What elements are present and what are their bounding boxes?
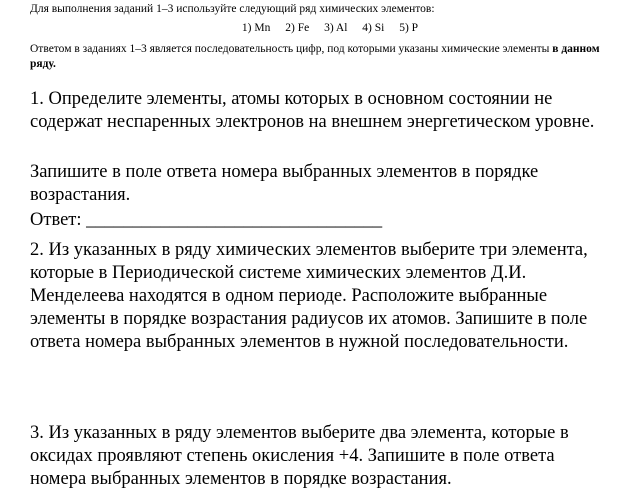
- element-item: 3) Al: [324, 22, 348, 34]
- element-item: 1) Mn: [241, 22, 271, 34]
- element-item: 2) Fe: [285, 22, 310, 34]
- intro-text: Для выполнения заданий 1–3 используйте следующий ряд химических элементов:: [30, 3, 435, 15]
- element-item: 5) P: [399, 22, 419, 34]
- element-item: 4) Si: [362, 22, 385, 34]
- note-bold-text: в данном ряду.: [30, 43, 600, 70]
- elements-row: [0, 21, 640, 36]
- note-text: Ответом в заданиях 1–3 является последовательность цифр, под которыми указаны химические элементы: [30, 43, 553, 55]
- answer-format-note: [30, 42, 610, 72]
- answer-blank: ________________________________: [86, 210, 383, 230]
- question-1-text: 1. Определите элементы, атомы которых в основном состоянии не содержат неспаренных электронов на внешнем энергетическом уровне.: [30, 89, 595, 132]
- question-1-instruction: Запишите в поле ответа номера выбранных элементов в порядке возрастания.: [30, 162, 539, 205]
- question-2-text: 2. Из указанных в ряду химических элементов выберите три элемента, которые в Периодической системе химических элементов Д.И. Менделеева находятся в одном периоде. Расположите выбранные элементы в порядке возрастания радиусов их атомов. Запишите в поле ответа номера выбранных элементов в нужной последовательности.: [30, 240, 588, 352]
- answer-label: Ответ:: [30, 210, 82, 230]
- question-3-text: 3. Из указанных в ряду элементов выберите два элемента, которые в оксидах проявляют степень окисления +4. Запишите в поле ответа номера выбранных элементов в порядке возрастания.: [30, 423, 569, 489]
- answer-field: [30, 209, 382, 232]
